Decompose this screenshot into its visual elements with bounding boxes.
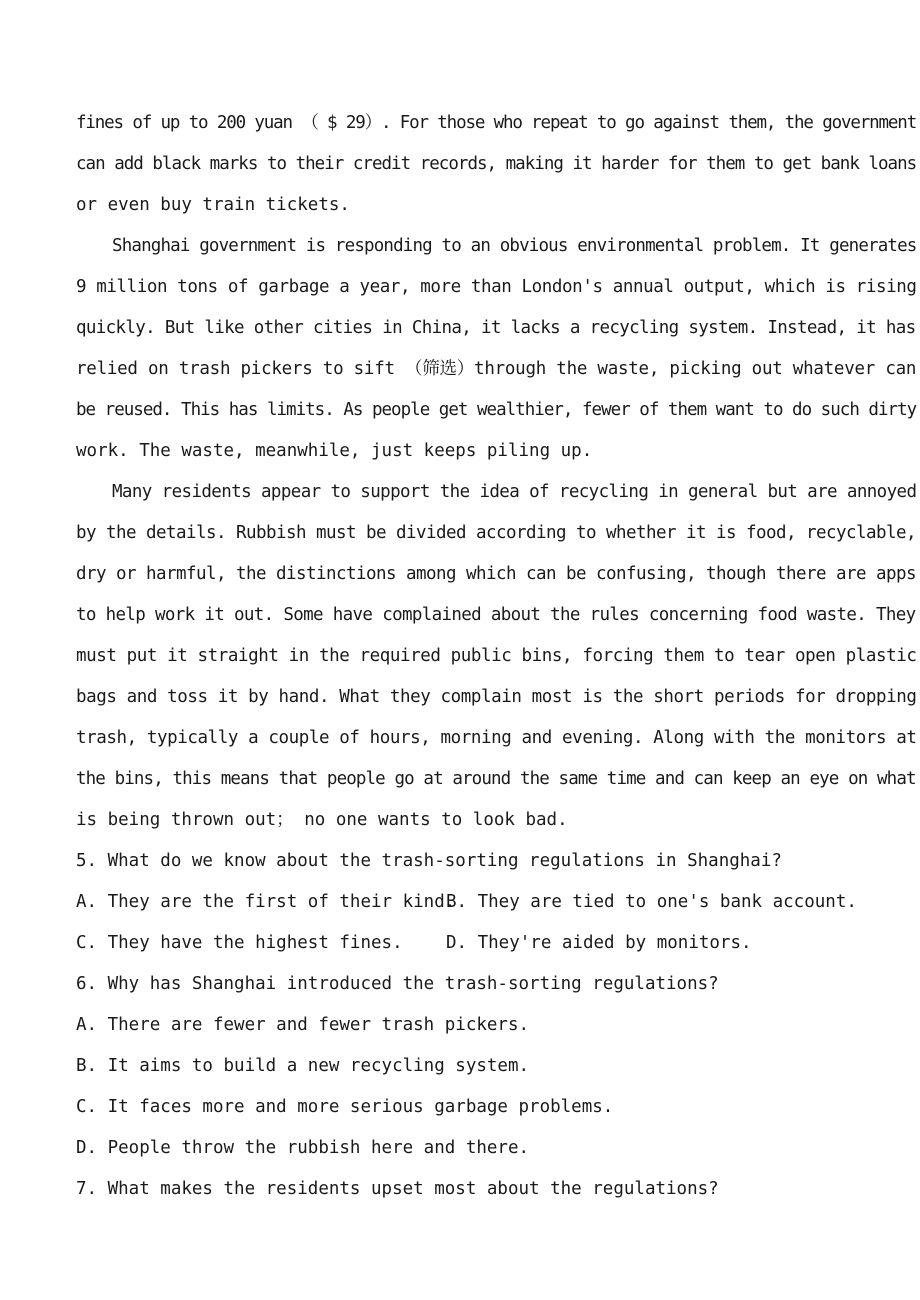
passage-line: work. The waste, meanwhile, just keeps piling up. <box>76 441 593 461</box>
passage-line: is being thrown out； no one wants to look bad. <box>76 810 568 830</box>
passage-line: bags and toss it by hand. What they complain most is the short periods for dropping <box>76 687 917 707</box>
question-5-option-d: D. They're aided by monitors. <box>446 933 752 953</box>
passage-line: dry or harmful, the distinctions among which can be confusing, though there are apps <box>76 564 917 584</box>
question-6-option-c: C. It faces more and more serious garbage problems. <box>76 1097 614 1117</box>
question-6-option-d: D. People throw the rubbish here and there. <box>76 1138 530 1158</box>
question-6-option-a: A. There are fewer and fewer trash pickers. <box>76 1015 530 1035</box>
passage-line: trash, typically a couple of hours, morning and evening. Along with the monitors at <box>76 728 917 748</box>
passage-line: quickly. But like other cities in China, it lacks a recycling system. Instead, it has <box>76 318 916 338</box>
question-7-stem: 7. What makes the residents upset most about the regulations? <box>76 1179 719 1199</box>
passage-line: Many residents appear to support the idea of recycling in general but are annoyed <box>112 482 917 502</box>
passage-line: must put it straight in the required public bins, forcing them to tear open plastic <box>76 646 917 666</box>
passage-line: or even buy train tickets. <box>76 195 350 215</box>
passage-line: fines of up to 200 yuan （ $ 29）. For those who repeat to go against them, the government <box>76 113 917 133</box>
passage-line: Shanghai government is responding to an obvious environmental problem. It generates <box>112 236 917 256</box>
passage-line: can add black marks to their credit records, making it harder for them to get bank loans <box>76 154 917 174</box>
passage-line: the bins, this means that people go at around the same time and can keep an eye on what <box>76 769 916 789</box>
question-5-stem: 5. What do we know about the trash-sorting regulations in Shanghai? <box>76 851 782 871</box>
question-6-option-b: B. It aims to build a new recycling system. <box>76 1056 530 1076</box>
passage-line: relied on trash pickers to sift （筛选）through the waste, picking out whatever can <box>76 359 917 379</box>
question-5-option-c: C. They have the highest fines. <box>76 933 403 953</box>
passage-line: 9 million tons of garbage a year, more than London's annual output, which is rising <box>76 277 917 297</box>
question-5-option-b: B. They are tied to one's bank account. <box>446 892 857 912</box>
passage-line: to help work it out. Some have complained about the rules concerning food waste. They <box>76 605 916 625</box>
passage-line: be reused. This has limits. As people get wealthier, fewer of them want to do such dirty <box>76 400 917 420</box>
question-6-stem: 6. Why has Shanghai introduced the trash-sorting regulations? <box>76 974 719 994</box>
passage-line: by the details. Rubbish must be divided according to whether it is food, recyclable, <box>76 523 917 543</box>
question-5-option-a: A. They are the first of their kind. <box>76 892 456 912</box>
